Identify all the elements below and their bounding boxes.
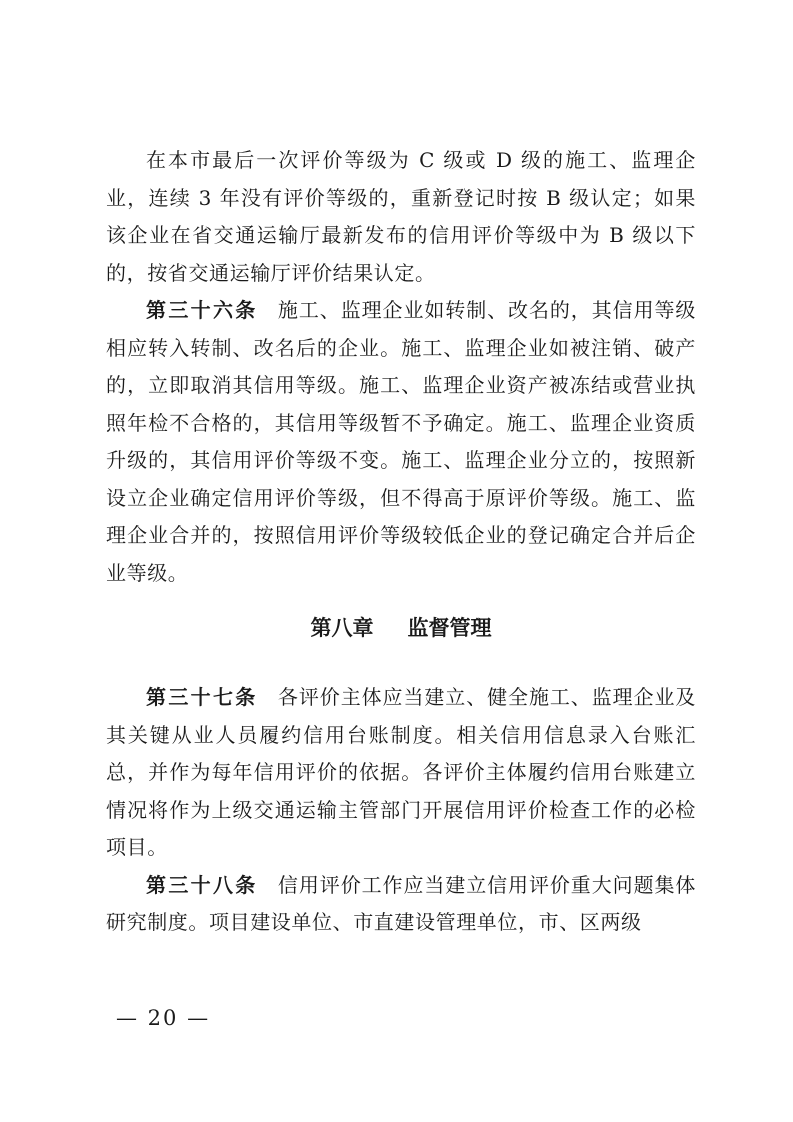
- article-text: 各评价主体应当建立、健全施工、监理企业及其关键从业人员履约信用台账制度。相关信用信息录入台账汇总，并作为每年信用评价的依据。各评价主体履约信用台账建立情况将作为上级交通运输主管部门开展信用评价检查工作的必检项目。: [106, 685, 697, 859]
- chapter-title: 监督管理: [407, 616, 492, 640]
- paragraph: [106, 142, 696, 292]
- page-number: — 20 —: [116, 1006, 211, 1030]
- article-paragraph: [106, 292, 696, 592]
- body-text-bottom: [106, 679, 696, 942]
- body-text-top: [106, 142, 696, 592]
- article-paragraph: [106, 867, 696, 942]
- article-paragraph: [106, 679, 696, 867]
- article-text: 信用评价工作应当建立信用评价重大问题集体研究制度。项目建设单位、市直建设管理单位，市、区两级: [106, 872, 697, 934]
- paragraph-text: 在本市最后一次评价等级为 C 级或 D 级的施工、监理企业，连续 3 年没有评价等级的，重新登记时按 B 级认定；如果该企业在省交通运输厅最新发布的信用评价等级中为 B 级以下的，按省交通运输厅评价结果认定。: [106, 148, 696, 285]
- article-text: 施工、监理企业如转制、改名的，其信用等级相应转入转制、改名后的企业。施工、监理企业如被注销、破产的，立即取消其信用等级。施工、监理企业资产被冻结或营业执照年检不合格的，其信用等级暂不予确定。施工、监理企业资质升级的，其信用评价等级不变。施工、监理企业分立的，按照新设立企业确定信用评价等级，但不得高于原评价等级。施工、监理企业合并的，按照信用评价等级较低企业的登记确定合并后企业等级。: [106, 298, 697, 585]
- article-number: 第三十八条: [146, 872, 258, 897]
- article-number: 第三十七条: [146, 685, 258, 709]
- article-number: 第三十六条: [146, 298, 258, 322]
- chapter-heading: [106, 612, 696, 642]
- chapter-number: 第八章: [310, 616, 374, 640]
